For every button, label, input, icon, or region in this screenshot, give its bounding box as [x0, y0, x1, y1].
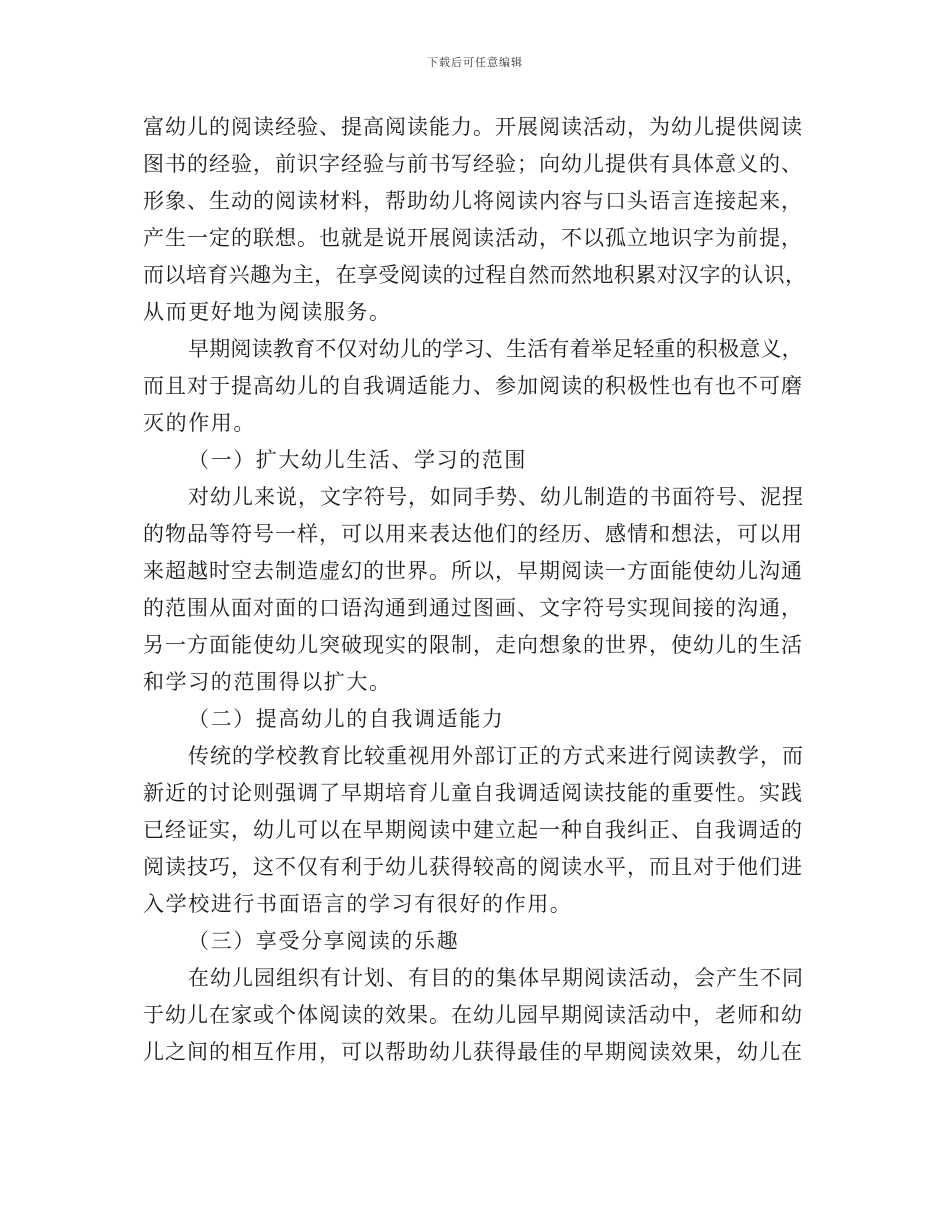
text-line: 阅读技巧，这不仅有利于幼儿获得较高的阅读水平，而且对于他们进	[143, 855, 803, 879]
text-line: 入学校进行书面语言的学习有很好的作用。	[143, 892, 573, 916]
text-line: 的范围从面对面的口语沟通到通过图画、文字符号实现间接的沟通，	[143, 596, 803, 620]
text-line: 图书的经验，前识字经验与前书写经验；向幼儿提供有具体意义的、	[143, 152, 803, 176]
text-line: 儿之间的相互作用，可以帮助幼儿获得最佳的早期阅读效果，幼儿在	[143, 1040, 803, 1064]
text-line: 传统的学校教育比较重视用外部订正的方式来进行阅读教学，而	[188, 744, 804, 768]
text-line: 对幼儿来说，文字符号，如同手势、幼儿制造的书面符号、泥捏	[188, 485, 804, 509]
text-line: 和学习的范围得以扩大。	[143, 670, 392, 694]
section-heading: （三）享受分享阅读的乐趣	[188, 929, 460, 953]
section-heading: （一）扩大幼儿生活、学习的范围	[188, 448, 527, 472]
text-line: 另一方面能使幼儿突破现实的限制，走向想象的世界，使幼儿的生活	[143, 633, 803, 657]
text-line: 产生一定的联想。也就是说开展阅读活动，不以孤立地识字为前提，	[143, 226, 803, 250]
text-line: 灭的作用。	[143, 411, 256, 435]
text-line: 从而更好地为阅读服务。	[143, 300, 392, 324]
text-line: 而以培育兴趣为主，在享受阅读的过程自然而然地积累对汉字的认识，	[143, 263, 807, 287]
text-line: 而且对于提高幼儿的自我调适能力、参加阅读的积极性也有也不可磨	[143, 374, 803, 398]
text-line: 已经证实，幼儿可以在早期阅读中建立起一种自我纠正、自我调适的	[143, 818, 803, 842]
section-heading: （二）提高幼儿的自我调适能力	[188, 707, 505, 731]
page-header: 下载后可任意编辑	[427, 56, 523, 69]
text-line: 于幼儿在家或个体阅读的效果。在幼儿园早期阅读活动中，老师和幼	[143, 1003, 803, 1027]
text-line: 的物品等符号一样，可以用来表达他们的经历、感情和想法，可以用	[143, 522, 803, 546]
text-line: 新近的讨论则强调了早期培育儿童自我调适阅读技能的重要性。实践	[143, 781, 803, 805]
text-line: 在幼儿园组织有计划、有目的的集体早期阅读活动，会产生不同	[188, 966, 804, 990]
text-line: 早期阅读教育不仅对幼儿的学习、生活有着举足轻重的积极意义，	[188, 337, 803, 361]
document-body	[143, 109, 808, 1071]
text-line: 形象、生动的阅读材料，帮助幼儿将阅读内容与口头语言连接起来，	[143, 189, 803, 213]
text-line: 富幼儿的阅读经验、提高阅读能力。开展阅读活动，为幼儿提供阅读	[143, 115, 803, 139]
text-line: 来超越时空去制造虚幻的世界。所以，早期阅读一方面能使幼儿沟通	[143, 559, 803, 583]
